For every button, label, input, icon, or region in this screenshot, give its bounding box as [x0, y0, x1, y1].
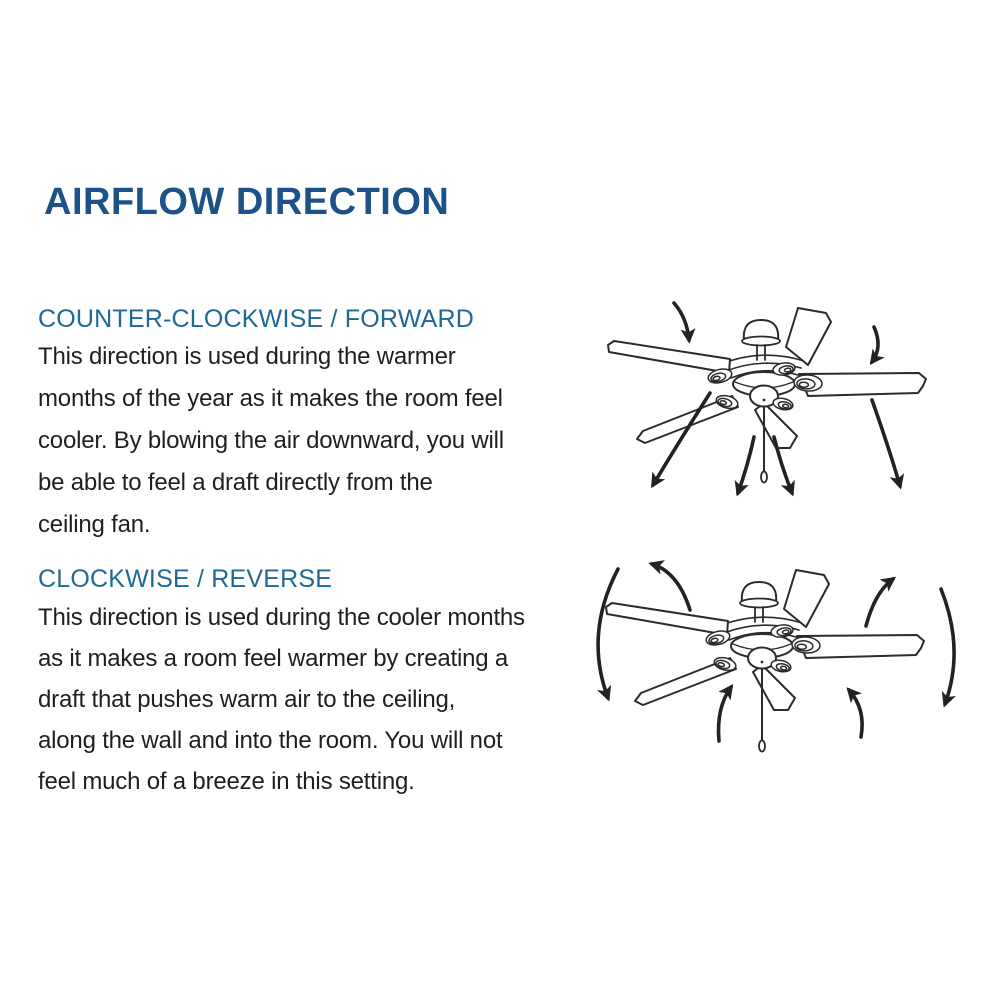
paragraph-line: This direction is used during the warmer	[38, 343, 456, 370]
paragraph-line: cooler. By blowing the air downward, you will	[38, 427, 504, 454]
paragraph-counter-clockwise	[38, 336, 504, 546]
ceiling-fan-forward-illustration	[580, 290, 990, 548]
paragraph-line: feel much of a breeze in this setting.	[38, 768, 415, 795]
paragraph-line: ceiling fan.	[38, 511, 151, 538]
paragraph-line: draft that pushes warm air to the ceiling,	[38, 686, 456, 713]
paragraph-line: be able to feel a draft directly from the	[38, 469, 433, 496]
paragraph-clockwise	[38, 597, 525, 802]
paragraph-line: This direction is used during the cooler months	[38, 604, 525, 631]
section-heading-clockwise: CLOCKWISE / REVERSE	[38, 565, 333, 593]
page-title: AIRFLOW DIRECTION	[44, 181, 450, 223]
paragraph-line: months of the year as it makes the room feel	[38, 385, 503, 412]
ceiling-fan-reverse-illustration	[578, 552, 988, 810]
section-heading-counter-clockwise: COUNTER-CLOCKWISE / FORWARD	[38, 305, 474, 333]
paragraph-line: as it makes a room feel warmer by creating a	[38, 645, 509, 672]
paragraph-line: along the wall and into the room. You will not	[38, 727, 503, 754]
